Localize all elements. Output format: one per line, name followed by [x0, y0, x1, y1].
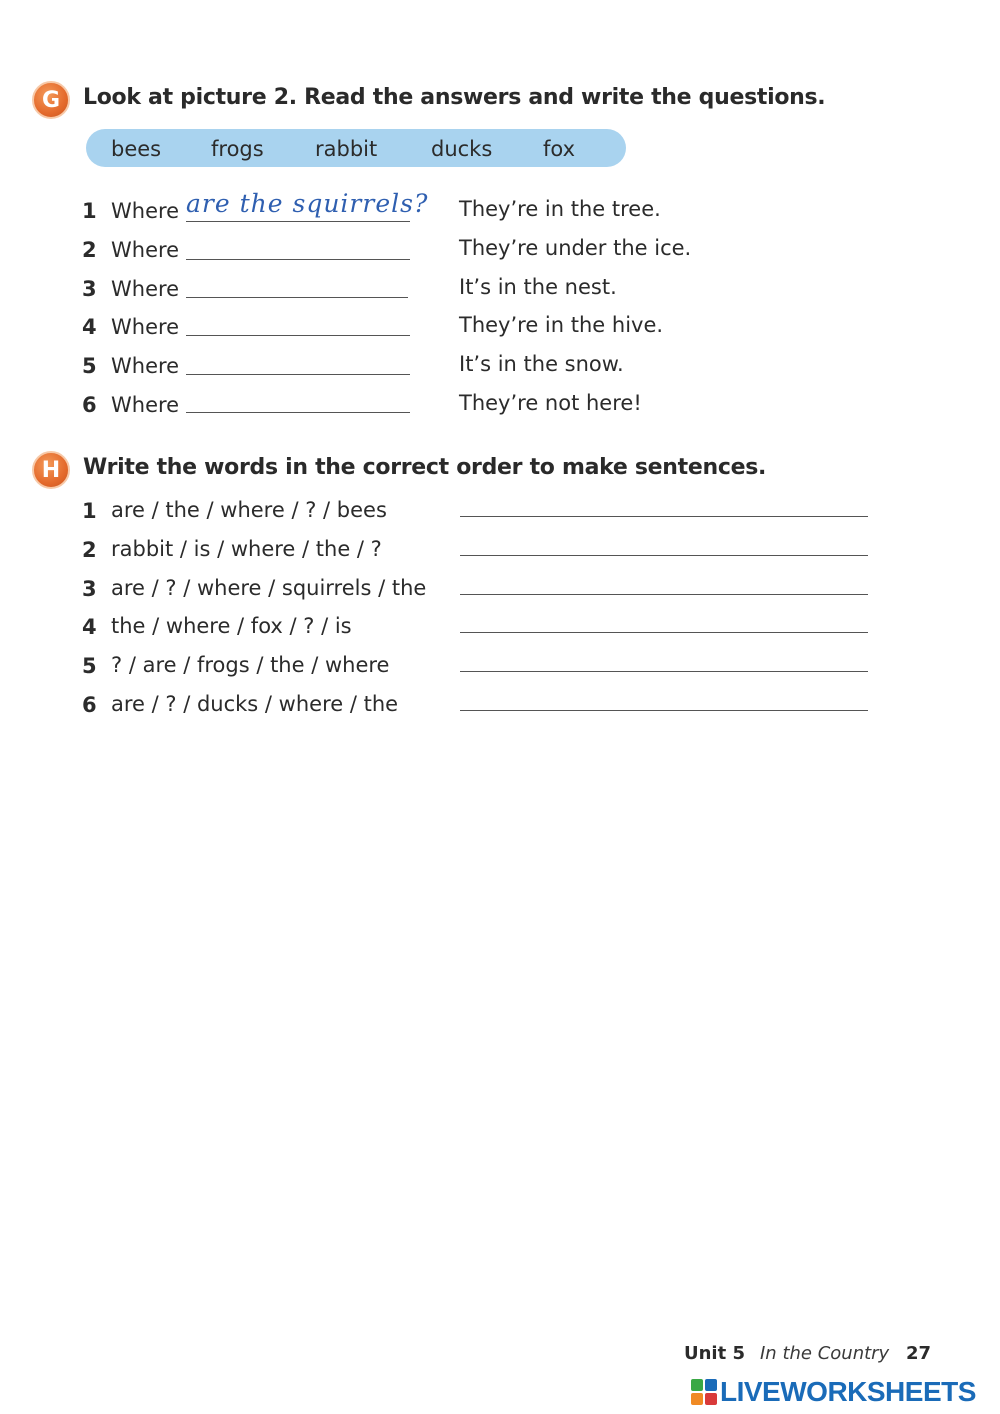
scrambled-words: are / the / where / ? / bees	[111, 498, 387, 522]
word-bank-item: rabbit	[315, 137, 378, 161]
item-number: 4	[82, 315, 97, 339]
item-prompt: Where	[111, 199, 180, 223]
item-number: 1	[82, 199, 97, 223]
answer-input[interactable]	[186, 374, 410, 375]
answer-input[interactable]	[186, 259, 410, 260]
item-number: 3	[82, 577, 97, 601]
item-number: 5	[82, 354, 97, 378]
scrambled-words: ? / are / frogs / the / where	[111, 653, 390, 677]
word-bank-item: frogs	[211, 137, 264, 161]
item-response: They’re under the ice.	[459, 236, 692, 260]
answer-input[interactable]	[460, 671, 868, 672]
answer-input[interactable]	[186, 297, 408, 298]
answer-input[interactable]	[460, 710, 868, 711]
footer-unit-title: In the Country	[760, 1343, 890, 1364]
scrambled-words: are / ? / ducks / where / the	[111, 692, 399, 716]
liveworksheets-brand	[691, 1376, 976, 1408]
answer-line	[186, 221, 410, 222]
item-number: 4	[82, 615, 97, 639]
answer-input[interactable]	[186, 412, 410, 413]
item-prompt: Where	[111, 238, 180, 262]
scrambled-words: rabbit / is / where / the / ?	[111, 537, 382, 561]
answer-input[interactable]	[460, 594, 868, 595]
scrambled-words: are / ? / where / squirrels / the	[111, 576, 427, 600]
answer-input[interactable]	[186, 335, 410, 336]
item-number: 1	[82, 499, 97, 523]
item-response: It’s in the nest.	[459, 275, 617, 299]
liveworksheets-logo-icon	[691, 1379, 717, 1405]
word-bank	[86, 129, 626, 167]
item-response: They’re in the tree.	[459, 197, 661, 221]
answer-input[interactable]	[460, 632, 868, 633]
section-h-letter: H	[41, 457, 61, 483]
item-response: They’re in the hive.	[459, 313, 664, 337]
item-prompt: Where	[111, 315, 180, 339]
answer-input[interactable]	[460, 555, 868, 556]
page-number: 27	[906, 1343, 932, 1364]
item-number: 5	[82, 654, 97, 678]
footer-unit: Unit 5	[684, 1343, 745, 1364]
item-prompt: Where	[111, 277, 180, 301]
item-prompt: Where	[111, 393, 180, 417]
item-number: 2	[82, 238, 97, 262]
word-bank-item: bees	[111, 137, 162, 161]
section-g-badge	[32, 81, 70, 119]
section-g-letter: G	[41, 87, 61, 113]
section-h-badge	[32, 451, 70, 489]
item-prompt: Where	[111, 354, 180, 378]
answer-input[interactable]: are the squirrels?	[186, 189, 429, 218]
section-g-heading: Look at picture 2. Read the answers and write the questions.	[83, 85, 826, 110]
item-number: 6	[82, 393, 97, 417]
brand-name: LIVEWORKSHEETS	[720, 1376, 976, 1407]
scrambled-words: the / where / fox / ? / is	[111, 614, 352, 638]
item-number: 3	[82, 277, 97, 301]
answer-input[interactable]	[460, 516, 868, 517]
word-bank-item: ducks	[431, 137, 493, 161]
word-bank-item: fox	[543, 137, 576, 161]
item-response: They’re not here!	[459, 391, 642, 415]
section-h-heading: Write the words in the correct order to make sentences.	[83, 455, 767, 480]
item-number: 6	[82, 693, 97, 717]
item-response: It’s in the snow.	[459, 352, 624, 376]
item-number: 2	[82, 538, 97, 562]
